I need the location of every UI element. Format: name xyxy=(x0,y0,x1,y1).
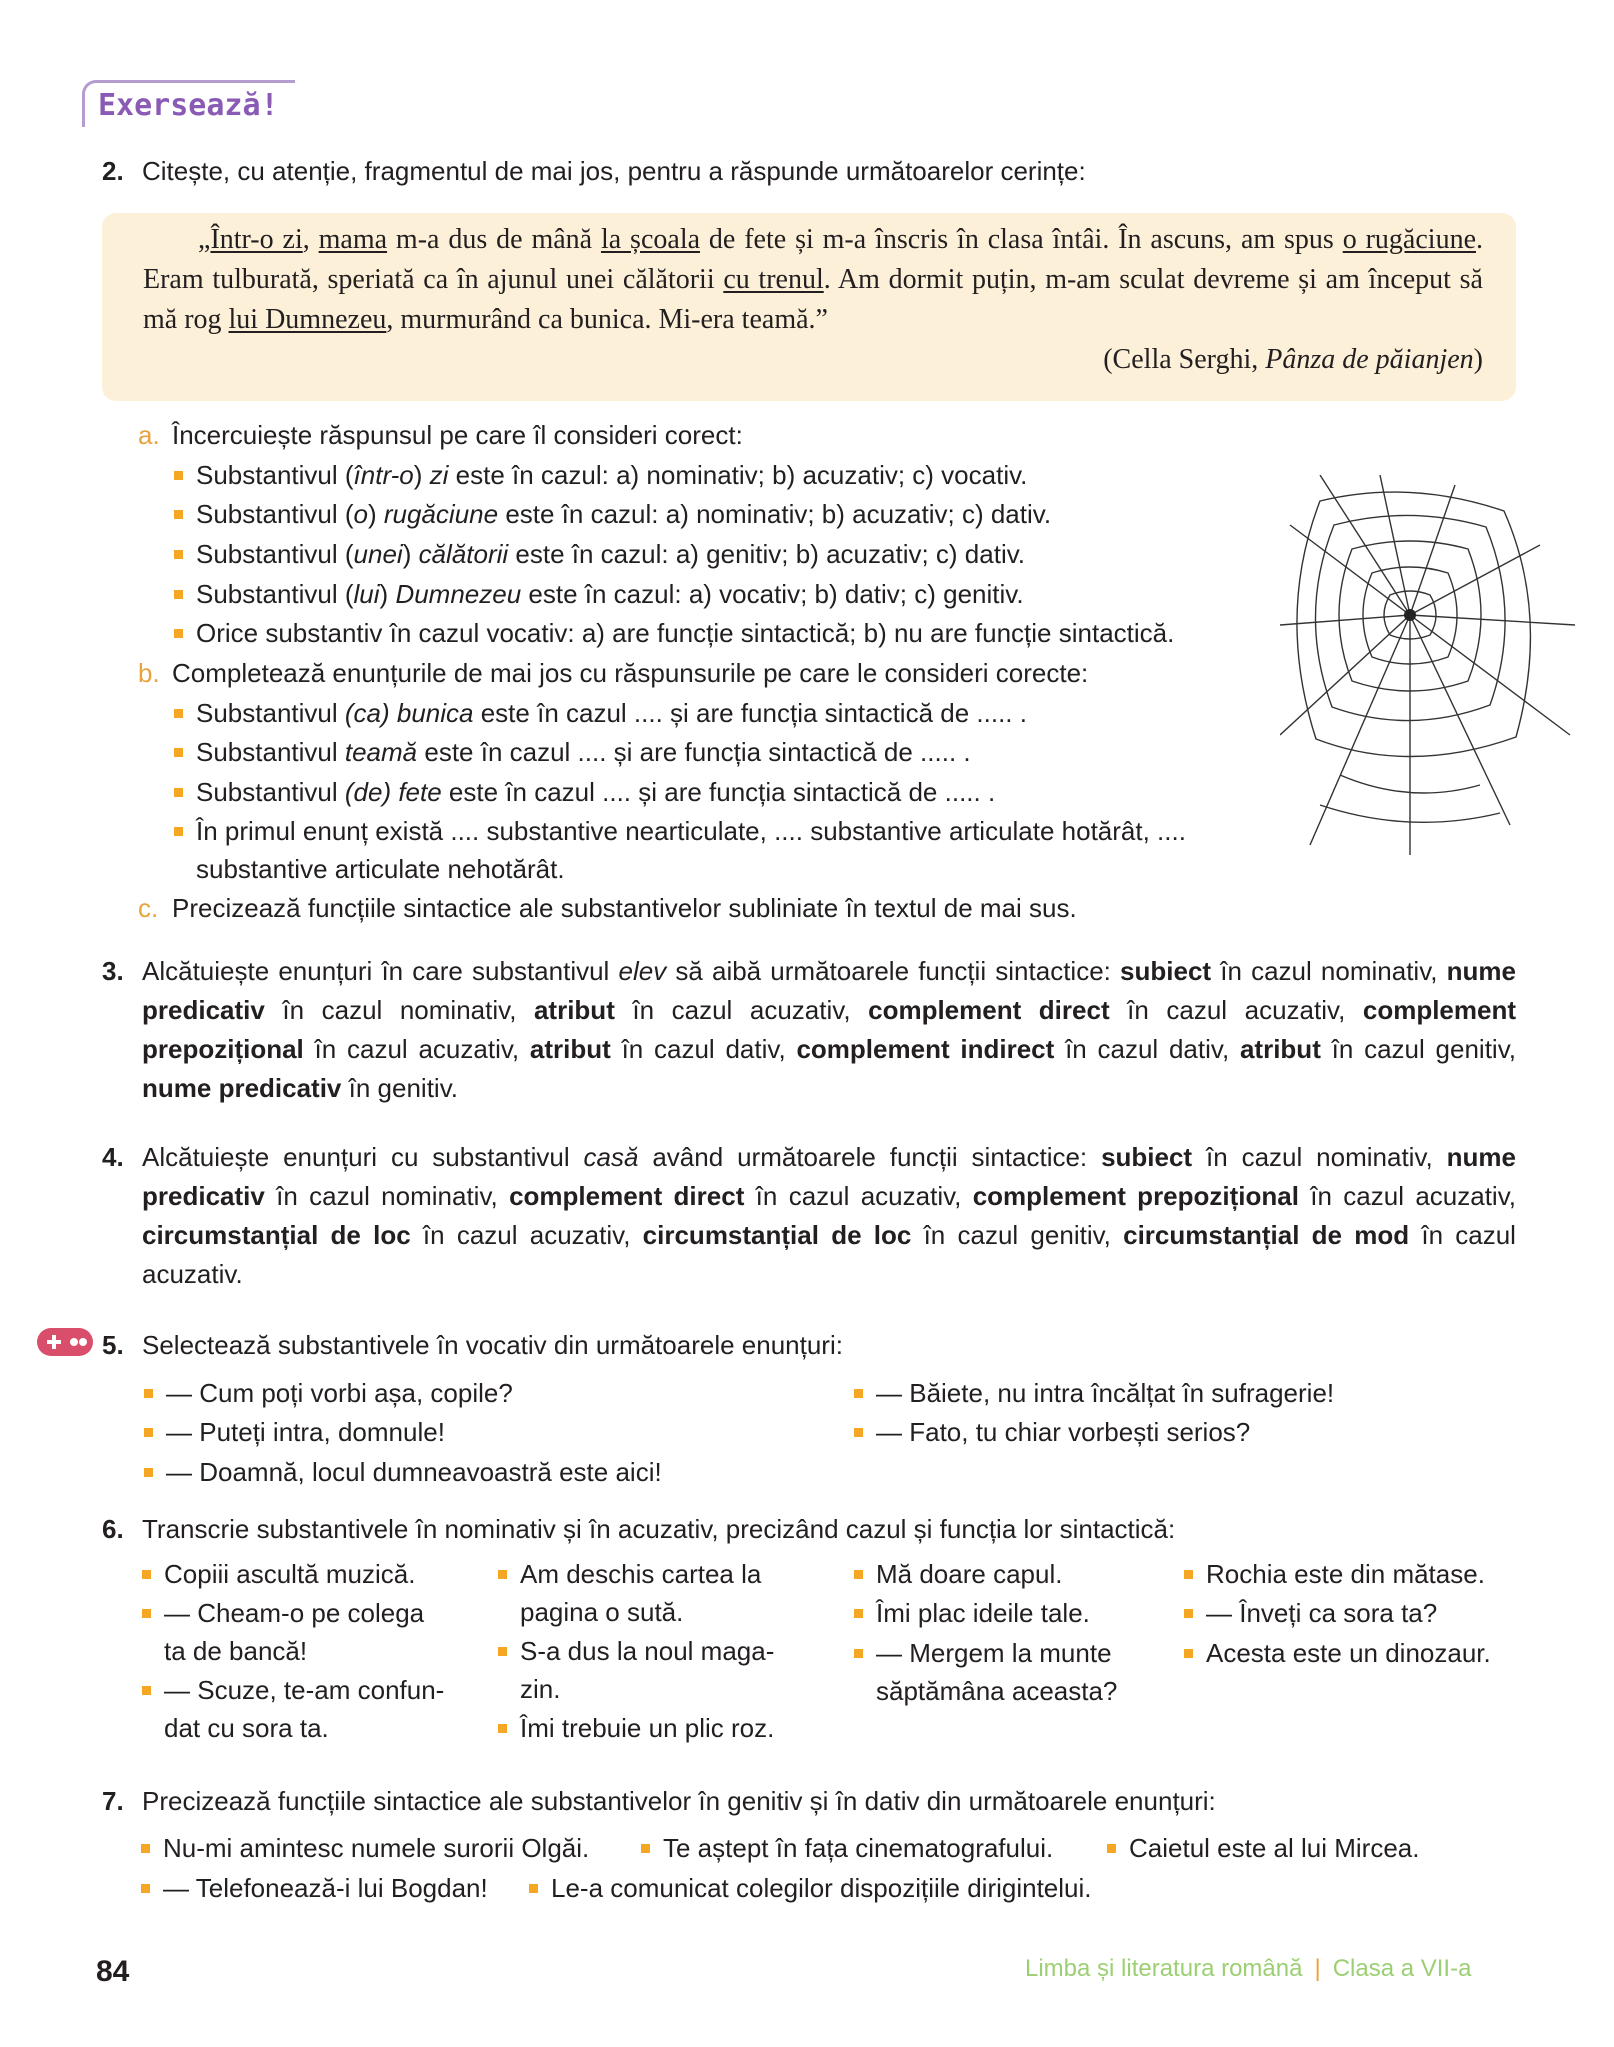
quote-part: . Eram tulburată, speriată ca în ajunul unei călătorii xyxy=(143,224,1483,295)
exercise-7-prompt: Precizează funcțiile sintactice ale substantivelor în genitiv și în dativ din următoarele enunțuri: xyxy=(142,1786,1216,1816)
underlined-noun: lui Dumnezeu xyxy=(228,304,387,335)
list-item: Am deschis cartea la xyxy=(520,1555,761,1594)
text-run: în cazul dativ, xyxy=(1054,1034,1240,1064)
list-item: Substantivul (ca) bunica este în cazul .... și are funcția sintactică de ..... . xyxy=(196,694,1027,733)
function-term: circumstanțial de mod xyxy=(1123,1220,1410,1250)
quote-text xyxy=(143,220,1483,380)
subtask-b-text: Completează enunțurile de mai jos cu răspunsurile pe care le consideri corecte: xyxy=(172,658,1089,688)
list-item: Orice substantiv în cazul vocativ: a) are funcție sintactică; b) nu are funcție sintactică. xyxy=(196,614,1174,653)
underlined-noun: mama xyxy=(318,224,388,255)
subtask-a-letter: a. xyxy=(138,420,160,450)
underlined-noun: la școala xyxy=(600,224,701,255)
subtask-a-text: Încercuiește răspunsul pe care îl consideri corect: xyxy=(172,420,743,450)
function-term: complement prepozițional xyxy=(142,995,1517,1064)
function-term: complement prepozițional xyxy=(972,1181,1299,1211)
text-run: având următoarele funcții sintactice: xyxy=(638,1142,1102,1172)
exercise-7-number: 7. xyxy=(102,1786,124,1816)
list-item: — Cheam-o pe colega xyxy=(164,1594,424,1633)
function-term: nume predicativ xyxy=(142,1073,342,1103)
quote-part: m-a dus de mână xyxy=(387,224,601,255)
source-author: (Cella Serghi, xyxy=(1103,344,1266,375)
list-item: Copiii ascultă muzică. xyxy=(164,1555,415,1594)
quote-paragraph xyxy=(143,220,1483,340)
function-term: complement indirect xyxy=(796,1034,1055,1064)
function-term: complement direct xyxy=(509,1181,745,1211)
function-term: nume predicativ xyxy=(142,1142,1517,1211)
subtask-b-letter: b. xyxy=(138,658,160,688)
list-item: Substantivul (unei) călătorii este în cazul: a) genitiv; b) acuzativ; c) dativ. xyxy=(196,535,1025,574)
function-term: circumstanțial de loc xyxy=(642,1220,912,1250)
list-item: — Scuze, te-am confun- xyxy=(164,1671,444,1710)
key-noun: elev xyxy=(618,956,667,986)
exercise-3-number: 3. xyxy=(102,956,124,986)
game-controller-icon xyxy=(36,1327,94,1357)
text-run: în cazul acuzativ, xyxy=(744,1181,973,1211)
source-end: ) xyxy=(1473,344,1483,375)
key-noun: casă xyxy=(583,1142,639,1172)
list-item: — Fato, tu chiar vorbești serios? xyxy=(876,1413,1250,1452)
list-item-continuation: săptămâna aceasta? xyxy=(876,1676,1118,1706)
underlined-noun: o rugăciune xyxy=(1342,224,1476,255)
list-item: — Telefonează-i lui Bogdan! xyxy=(163,1869,488,1908)
list-item: Acesta este un dinozaur. xyxy=(1206,1634,1491,1673)
list-item: Rochia este din mătase. xyxy=(1206,1555,1485,1594)
text-run: Alcătuiește enunțuri cu substantivul xyxy=(142,1142,584,1172)
text-run: în cazul acuzativ, xyxy=(410,1220,643,1250)
section-title: Exersează! xyxy=(98,88,279,123)
list-item: Substantivul (de) fete este în cazul .... și are funcția sintactică de ..... . xyxy=(196,773,995,812)
underlined-noun: cu trenul xyxy=(723,264,824,295)
list-item-continuation: dat cu sora ta. xyxy=(164,1713,329,1743)
function-term: atribut xyxy=(533,995,615,1025)
quote-source xyxy=(143,340,1483,380)
list-item: Substantivul (într-o) zi este în cazul: a) nominativ; b) acuzativ; c) vocativ. xyxy=(196,456,1027,495)
list-item: În primul enunț există .... substantive nearticulate, .... substantive articulate hotărât, .... xyxy=(196,812,1186,851)
list-item: — Mergem la munte xyxy=(876,1634,1112,1673)
exercise-5-number: 5. xyxy=(102,1330,124,1360)
text-run: în cazul nominativ, xyxy=(1192,1142,1447,1172)
exercise-4-text xyxy=(142,1138,1516,1294)
quote-part: de fete și m-a înscris în clasa întâi. În ascuns, am spus xyxy=(700,224,1343,255)
exercise-2-prompt: Citește, cu atenție, fragmentul de mai jos, pentru a răspunde următoarelor cerințe: xyxy=(142,156,1086,186)
list-item: — Înveți ca sora ta? xyxy=(1206,1594,1437,1633)
footer-book: Limba și literatura română xyxy=(1025,1955,1303,1982)
text-run: în cazul genitiv, xyxy=(1320,1034,1516,1064)
quote-part: , murmurând ca bunica. Mi-era teamă.” xyxy=(386,304,828,335)
exercise-6-number: 6. xyxy=(102,1514,124,1544)
function-term: subiect xyxy=(1101,1142,1193,1172)
text-run: să aibă următoarele funcții sintactice: xyxy=(666,956,1121,986)
function-term: atribut xyxy=(529,1034,611,1064)
list-item: — Cum poți vorbi așa, copile? xyxy=(166,1374,513,1413)
list-item: Le-a comunicat colegilor dispozițiile dirigintelui. xyxy=(551,1869,1092,1908)
exercise-5-prompt: Selectează substantivele în vocativ din următoarele enunțuri: xyxy=(142,1330,843,1360)
text-run: în cazul acuzativ, xyxy=(303,1034,530,1064)
subtask-c-text: Precizează funcțiile sintactice ale substantivelor subliniate în textul de mai sus. xyxy=(172,893,1077,923)
exercise-2-number: 2. xyxy=(102,156,124,186)
text-run: în cazul acuzativ, xyxy=(614,995,869,1025)
text-run: în cazul nominativ, xyxy=(1211,956,1447,986)
list-item: Îmi plac ideile tale. xyxy=(876,1594,1090,1633)
exercise-6-prompt: Transcrie substantivele în nominativ și în acuzativ, precizând cazul și funcția lor sintactică: xyxy=(142,1514,1176,1544)
list-item: — Puteți intra, domnule! xyxy=(166,1413,445,1452)
spider-web-illustration xyxy=(1280,475,1580,855)
text-run: în genitiv. xyxy=(341,1073,458,1103)
function-term: subiect xyxy=(1120,956,1212,986)
function-term: nume predicativ xyxy=(142,956,1517,1025)
list-item: S-a dus la noul maga- xyxy=(520,1632,774,1671)
list-item: Nu-mi amintesc numele surorii Olgăi. xyxy=(163,1829,589,1868)
quote-part: „ xyxy=(198,224,211,255)
list-item-continuation: zin. xyxy=(520,1674,561,1704)
text-run: în cazul acuzativ, xyxy=(1298,1181,1516,1211)
list-item: Mă doare capul. xyxy=(876,1555,1062,1594)
text-run: în cazul acuzativ, xyxy=(1109,995,1363,1025)
list-item: Substantivul teamă este în cazul .... și are funcția sintactică de ..... . xyxy=(196,733,971,772)
list-item: Caietul este al lui Mircea. xyxy=(1129,1829,1419,1868)
list-item: Îmi trebuie un plic roz. xyxy=(520,1709,774,1748)
text-run: Alcătuiește enunțuri în care substantivul xyxy=(142,956,619,986)
list-item-continuation: ta de bancă! xyxy=(164,1636,308,1666)
function-term: atribut xyxy=(1239,1034,1321,1064)
list-item: — Doamnă, locul dumneavoastră este aici! xyxy=(166,1453,662,1492)
text-run: în cazul genitiv, xyxy=(911,1220,1124,1250)
footer-book-info xyxy=(1025,1955,1471,1983)
quote-part: , xyxy=(302,224,319,255)
list-item-continuation: pagina o sută. xyxy=(520,1597,684,1627)
text-run: în cazul nominativ, xyxy=(264,1181,510,1211)
quote-part: . Am dormit puțin, m-am sculat devreme și am început să mă rog xyxy=(143,264,1483,335)
source-title: Pânza de păianjen xyxy=(1265,344,1474,375)
page-number: 84 xyxy=(96,1955,130,1988)
list-item-continuation: substantive articulate nehotărât. xyxy=(196,854,565,884)
text-run: în cazul nominativ, xyxy=(264,995,534,1025)
list-item: Te aștept în fața cinematografului. xyxy=(663,1829,1053,1868)
exercise-4-number: 4. xyxy=(102,1142,124,1172)
function-term: complement direct xyxy=(868,995,1110,1025)
list-item: — Băiete, nu intra încălțat în sufragerie! xyxy=(876,1374,1334,1413)
list-item: Substantivul (o) rugăciune este în cazul: a) nominativ; b) acuzativ; c) dativ. xyxy=(196,495,1051,534)
text-run: în cazul acuzativ. xyxy=(142,1220,1516,1289)
function-term: circumstanțial de loc xyxy=(142,1220,411,1250)
subtask-c-letter: c. xyxy=(138,893,159,923)
spider-icon xyxy=(1404,609,1416,621)
exercise-3-text xyxy=(142,952,1516,1108)
text-run: în cazul dativ, xyxy=(610,1034,797,1064)
list-item: Substantivul (lui) Dumnezeu este în cazul: a) vocativ; b) dativ; c) genitiv. xyxy=(196,575,1024,614)
footer-grade: Clasa a VII-a xyxy=(1332,1955,1472,1982)
underlined-noun: Într-o zi xyxy=(210,224,303,255)
footer-separator: | xyxy=(1314,1955,1321,1982)
